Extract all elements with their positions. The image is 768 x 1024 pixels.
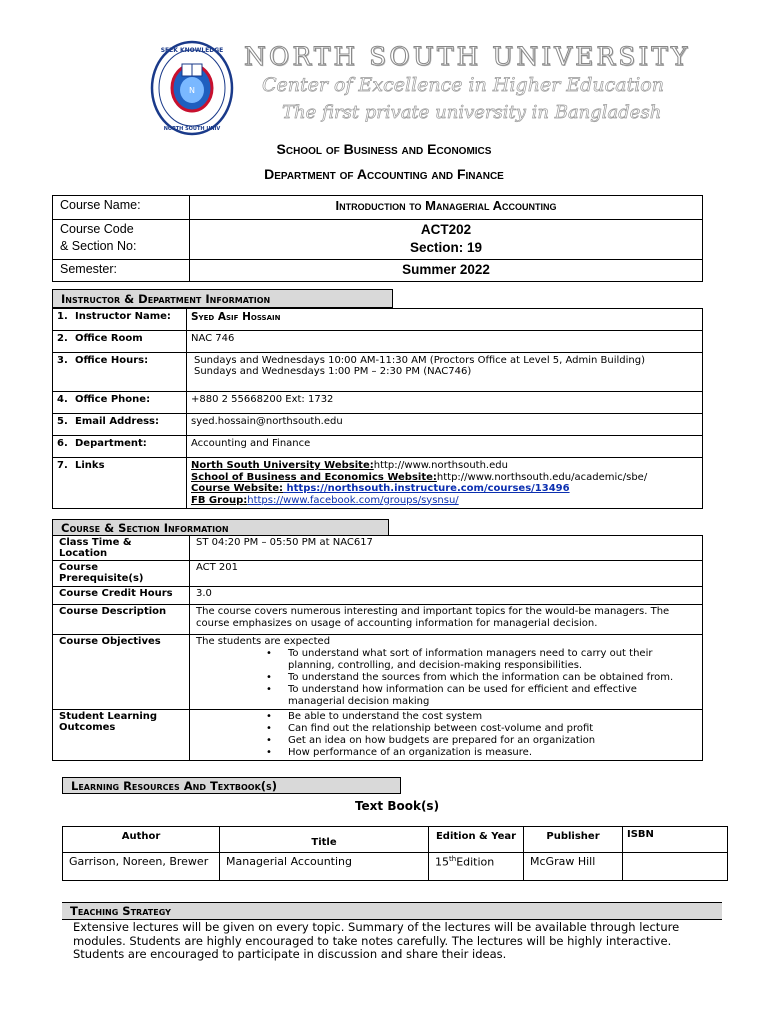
links-label: [53, 458, 187, 509]
section-number: Section: 19: [409, 240, 483, 255]
label-text: Office Hours:: [75, 355, 149, 366]
class-time-label: Class Time & Location: [53, 536, 190, 561]
instructor-section-heading: Instructor & Department Information: [52, 289, 393, 308]
edition-suffix: th: [449, 855, 457, 863]
course-description-value: The course covers numerous interesting and important topics for the would-be managers. The course emphasizes on usage of accounting information for managerial decision.: [190, 605, 703, 635]
office-hours-value: [187, 353, 703, 392]
course-section-table: [52, 535, 703, 761]
course-website-label: Course Website:: [191, 483, 284, 494]
semester-label: Semester:: [53, 260, 190, 282]
university-subtagline: The first private university in Bangladesh: [282, 102, 662, 123]
sbe-website-link[interactable]: http://www.northsouth.edu/academic/sbe/: [436, 471, 648, 483]
objective-item: • To understand the sources from which the information can be obtained from.: [266, 672, 696, 684]
outcome-item: • How performance of an organization is measure.: [266, 747, 696, 759]
email-label: [53, 414, 187, 436]
row-number: 6.: [57, 438, 68, 449]
svg-text:N: N: [189, 86, 195, 95]
sbe-website-row: [191, 472, 698, 484]
svg-text:NORTH SOUTH UNIV: NORTH SOUTH UNIV: [163, 126, 221, 132]
prereq-label: Course Prerequisite(s): [53, 561, 190, 587]
textbooks-subheading: Text Book(s): [354, 799, 440, 813]
course-website-row: [191, 483, 698, 495]
fb-group-link[interactable]: https://www.facebook.com/groups/sysnsu/: [247, 494, 459, 506]
teaching-strategy-heading: Teaching Strategy: [62, 902, 722, 920]
resources-heading: Learning Resources And Textbook(s): [62, 777, 401, 794]
links-value: [187, 458, 703, 509]
instructor-table: [52, 308, 703, 509]
course-objectives-value: [190, 635, 703, 710]
prereq-value: ACT 201: [190, 561, 703, 587]
svg-text:SEEK KNOWLEDGE: SEEK KNOWLEDGE: [160, 47, 224, 54]
instructor-name-value: Syed Asif Hossain: [187, 309, 703, 331]
university-seal-logo: [150, 40, 234, 136]
nsu-website-label: North South University Website:: [191, 460, 374, 471]
course-code-label-line2: & Section No:: [60, 239, 137, 253]
objectives-intro: The students are expected: [196, 636, 331, 647]
nsu-website-link[interactable]: http://www.northsouth.edu: [373, 460, 508, 471]
row-number: 1.: [57, 311, 68, 322]
outcome-item: • Get an idea on how budgets are prepared for an organization: [266, 735, 696, 747]
office-hours-line2: Sundays and Wednesdays 1:00 PM – 2:30 PM (NAC746): [194, 366, 472, 377]
row-number: 7.: [57, 460, 68, 471]
table-row: [63, 853, 728, 881]
edition-word: Edition: [456, 855, 495, 869]
title-cell: Managerial Accounting: [220, 853, 429, 881]
outcomes-list: [196, 711, 696, 759]
office-hours-line1: Sundays and Wednesdays 10:00 AM-11:30 AM (Proctors Office at Level 5, Admin Building): [194, 355, 646, 366]
course-objectives-label: Course Objectives: [53, 635, 190, 710]
class-time-value: ST 04:20 PM – 05:50 PM at NAC617: [190, 536, 703, 561]
author-cell: Garrison, Noreen, Brewer: [63, 853, 220, 881]
university-name: NORTH SOUTH UNIVERSITY: [244, 42, 691, 71]
column-header-isbn: ISBN: [623, 827, 728, 853]
nsu-website-row: [191, 460, 698, 472]
office-phone-label: [53, 392, 187, 414]
semester-value: Summer 2022: [190, 260, 703, 282]
label-text: Office Phone:: [75, 394, 151, 405]
row-number: 5.: [57, 416, 68, 427]
isbn-cell: [623, 853, 728, 881]
course-website-link[interactable]: https://northsouth.instructure.com/courses/13496: [283, 483, 570, 494]
objectives-list: [196, 648, 696, 708]
office-hours-label: [53, 353, 187, 392]
outcome-item: • Can find out the relationship between cost-volume and profit: [266, 723, 696, 735]
email-value: syed.hossain@northsouth.edu: [187, 414, 703, 436]
university-tagline: Center of Excellence in Higher Education: [262, 74, 664, 96]
course-code-value: [190, 220, 703, 260]
course-description-label: Course Description: [53, 605, 190, 635]
course-code-label-line1: Course Code: [60, 222, 134, 236]
course-code: ACT202: [420, 222, 472, 237]
label-text: Links: [75, 460, 105, 471]
learning-outcomes-label: Student Learning Outcomes: [53, 710, 190, 761]
objective-item: • To understand what sort of information managers need to carry out their planning, controlling, and decision-making responsibilities.: [266, 648, 696, 672]
fb-group-label: FB Group:: [191, 494, 248, 506]
column-header-title: Title: [220, 827, 429, 853]
objective-item: • To understand how information can be used for efficient and effective managerial decision making: [266, 684, 696, 708]
credit-hours-label: Course Credit Hours: [53, 587, 190, 605]
edition-number: 15: [435, 855, 449, 869]
instructor-name-label: [53, 309, 187, 331]
label-text: Instructor Name:: [75, 311, 171, 322]
edition-cell: [429, 853, 524, 881]
learning-outcomes-value: [190, 710, 703, 761]
course-code-label: [53, 220, 190, 260]
department-title: Department of Accounting and Finance: [264, 166, 504, 182]
publisher-cell: McGraw Hill: [524, 853, 623, 881]
row-number: 3.: [57, 355, 68, 366]
credit-hours-value: 3.0: [190, 587, 703, 605]
department-label: [53, 436, 187, 458]
textbook-table: [62, 826, 728, 881]
school-title: School of Business and Economics: [276, 141, 492, 157]
label-text: Office Room: [75, 333, 143, 344]
sbe-website-label: School of Business and Economics Website:: [191, 471, 437, 483]
column-header-author: Author: [63, 827, 220, 853]
column-header-edition: Edition & Year: [429, 827, 524, 853]
column-header-publisher: Publisher: [524, 827, 623, 853]
department-value: Accounting and Finance: [187, 436, 703, 458]
office-room-label: [53, 331, 187, 353]
course-info-table: [52, 195, 703, 282]
row-number: 2.: [57, 333, 68, 344]
row-number: 4.: [57, 394, 68, 405]
course-name-label: Course Name:: [53, 196, 190, 220]
course-name-value: Introduction to Managerial Accounting: [190, 196, 703, 220]
course-section-heading: Course & Section Information: [52, 519, 389, 536]
office-phone-value: +880 2 55668200 Ext: 1732: [187, 392, 703, 414]
label-text: Email Address:: [75, 416, 160, 427]
outcome-item: • Be able to understand the cost system: [266, 711, 696, 723]
label-text: Department:: [75, 438, 147, 449]
fb-group-row: [191, 495, 698, 507]
office-room-value: NAC 746: [187, 331, 703, 353]
teaching-strategy-text: Extensive lectures will be given on every topic. Summary of the lectures will be available through lecture modules. Students are highly encouraged to take notes carefully. The lectures will be highly interactive. Students are encouraged to participate in discussion and share their ideas.: [73, 920, 680, 961]
